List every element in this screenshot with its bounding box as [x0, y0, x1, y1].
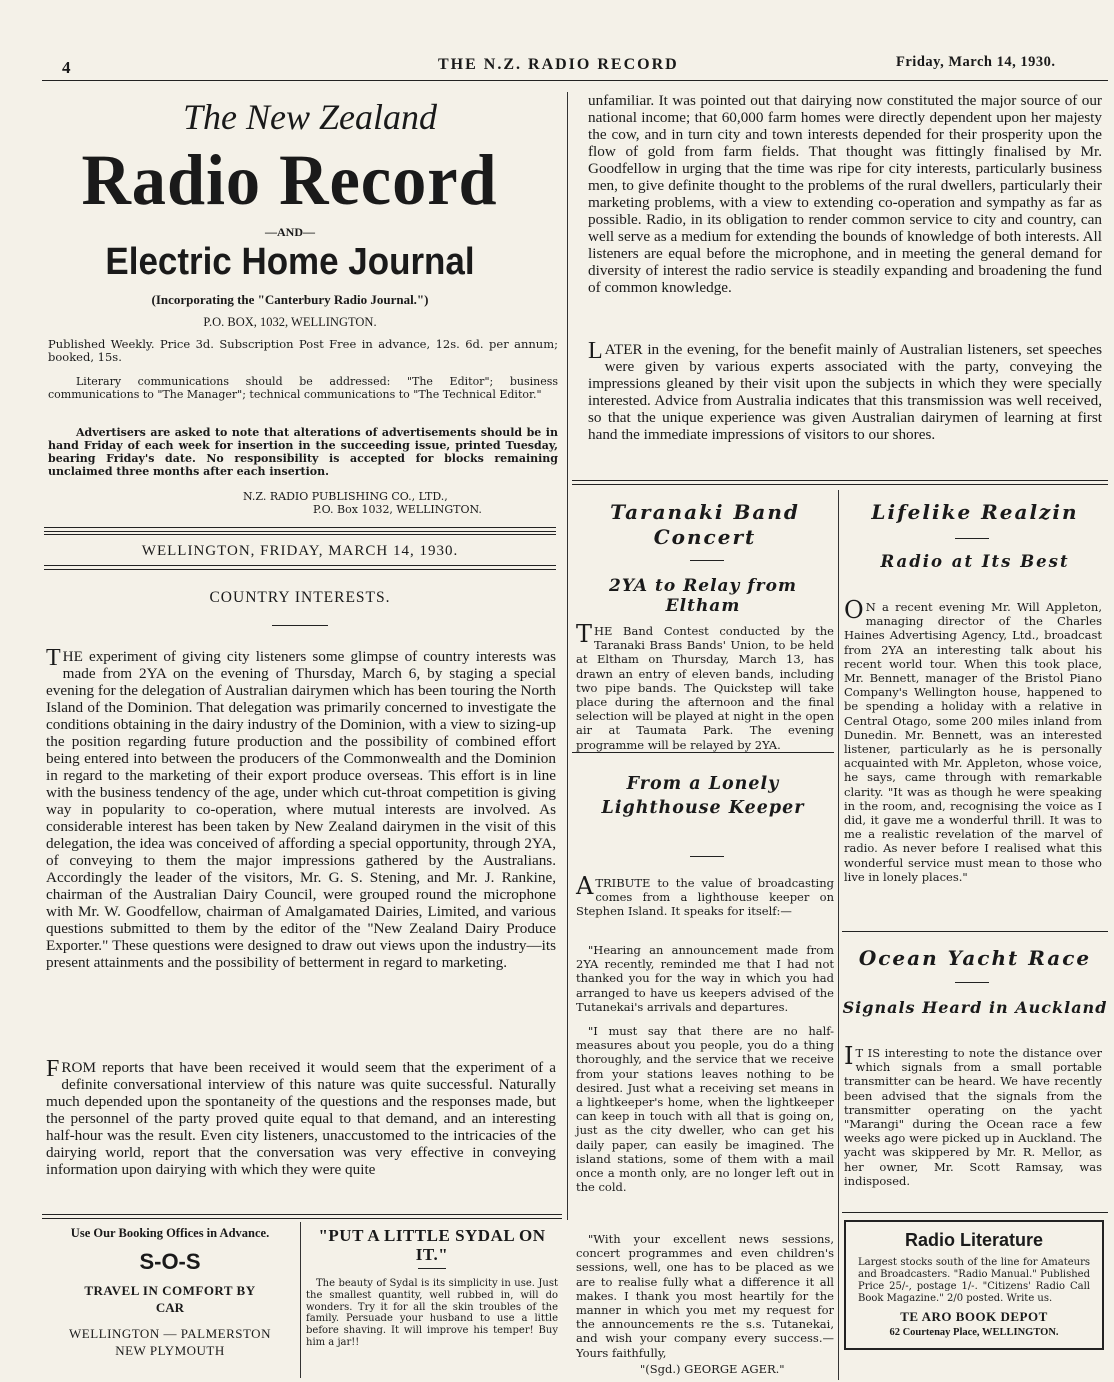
dateline: WELLINGTON, FRIDAY, MARCH 14, 1930. — [141, 543, 459, 559]
sos-route1: WELLINGTON — PALMERSTON — [69, 1326, 271, 1341]
drop-cap: O — [844, 596, 864, 624]
lifelike-text: O N a recent evening Mr. Will Appleton, managing director of the Charles Haines Advertising Agency, Ltd., broadcast from 2YA an interesting talk about his recent world tour. When this took place, Mr. Bennett, manager of the Bristol Piano Company's Wellington house, happened to be spending a holiday with a relative in Central Otago, some 200 miles inland from Dunedin. Mr. Bennett, was an interested listener, particularly as he is personally acquainted with Mr. Appleton, whose voice, he says, came through with remarkable clarity. "It was as though he were speaking in the room, and, recognising the voice as I did, it gave me a wonderful thrill. It was to me a realistic revelation of the marvel of radio. As never before I realised what this wonderful service must mean to those who live in lonely places." — [844, 596, 1102, 884]
sos-line1: TRAVEL IN COMFORT BY — [84, 1283, 256, 1298]
masthead-publisher: N.Z. RADIO PUBLISHING CO., LTD., — [243, 490, 448, 503]
lighthouse-title: From a Lonely Lighthouse Keeper — [601, 774, 805, 818]
masthead-published: Published Weekly. Price 3d. Subscription Post Free in advance, 12s. 6d. per annum; booked, 15s. — [48, 337, 558, 364]
editorial-paragraph-2: FROM reports that have been received it would seem that the experiment of a definite conversational interview of this nature was quite successful. Naturally much depended upon the spontaneity of the questions and the responses made, but the personnel of the party proved quite equal to that demand, and an interesting half-hour was the result. Even city listeners, unaccustomed to the intricacies of the dairying world, report that the conversation was very effective in conveying information upon dairying with which they were quite — [46, 1056, 556, 1178]
masthead-line1: The New Zealand — [182, 97, 437, 137]
sos-top: Use Our Booking Offices in Advance. — [70, 1226, 270, 1240]
sydal-ad — [306, 1222, 558, 1378]
masthead-subtitle: Electric Home Journal — [105, 241, 475, 283]
literature-title: Radio Literature — [904, 1230, 1044, 1250]
lighthouse-signature: "(Sgd.) GEORGE AGER." — [640, 1362, 785, 1376]
editorial-paragraph-3: unfamiliar. It was pointed out that dairying now constituted the major source of our national income; that 60,000 farm homes were directly dependent upon her majesty the cow, and in turn city and town interests depended for their prosperity upon the flow of gold from farm fields. That thought was fittingly finalised by Mr. Goodfellow in urging that the time was ripe for city interests, particularly business men, to give definite thought to the problems of the rural dwellers, particularly their marketing problems, with a view to extending co-operation and sympathy as far as possible. Radio, in its obligation to render common service to city and country, can well serve as a medium for extending the bounds of knowledge of both interests. All listeners are equal before the microphone, and in meeting the general demand for diversity of interest the radio service is steadily expanding and broadening the fund of common knowledge. — [588, 92, 1102, 296]
masthead-and: —AND— — [265, 225, 315, 239]
editorial-paragraph-4: LATER in the evening, for the benefit mainly of Australian listeners, set speeches were given by various experts associated with the party, conveying the impressions gleaned by their visit upon the subjects in which they were specially interested. Advice from Australia indicates that this transmission was well received, so that the unique experience was given Australian dairymen of learning at first hand the immediate impressions of visitors to our shores. — [588, 338, 1102, 443]
literature-address: 62 Courtenay Place, WELLINGTON. — [889, 1327, 1059, 1338]
taranaki-text: THE Band Contest conducted by the Taranaki Brass Bands' Union, to be held at Eltham on Thursday, March 13, has drawn an entry of eleven bands, including two pipe bands. The Quickstep will take place during the afternoon and the final selection will be played at night in the open air at Taumata Park. The evening programme will be relayed by 2YA. — [576, 620, 834, 752]
publication-header: THE N.Z. RADIO RECORD — [438, 56, 679, 73]
sos-line2: CAR — [155, 1300, 185, 1315]
masthead-literary: Literary communications should be addressed: "The Editor"; business communications to "The Manager"; technical communications to "The Technical Editor." — [48, 375, 558, 401]
yacht-text: I T IS interesting to note the distance over which signals from a small portable transmitter can be heard. We have recently been advised that the signals from the transmitter operating on the yacht "Marangi" during the Ocean race a few weeks ago were picked up in Auckland. The yacht was skippered by Mr. R. Mellor, as her owner, Mr. Scott Ramsay, was indisposed. — [844, 1042, 1102, 1188]
page-number: 4 — [62, 58, 73, 77]
sydal-text: The beauty of Sydal is its simplicity in use. Just the smallest quantity, well rubbed in, will do wonders. Try it for all the skin troubles of the family. Persuade your husband to use a little before shaving. It will improve his temper! Buy him a jar!! — [306, 1278, 558, 1348]
masthead-advertisers: Advertisers are asked to note that alterations of advertisements should be in hand Friday of each week for insertion in the succeeding issue, printed Tuesday, bearing Friday's date. No responsibility is accepted for blocks remaining unclaimed three months after each insertion. — [48, 426, 558, 478]
literature-ad — [844, 1220, 1104, 1350]
taranaki-subtitle: 2YA to Relay from Eltham — [609, 576, 797, 616]
literature-text: Largest stocks south of the line for Amateurs and Broadcasters. "Radio Manual." Published Price 25/-, postage 1/-. "Citizens' Radio Call Book Magazine." 2/0 posted. Write us. — [858, 1257, 1090, 1304]
sos-name: S-O-S — [139, 1249, 201, 1274]
masthead-incorporating: (Incorporating the "Canterbury Radio Journal.") — [151, 292, 429, 307]
issue-date: Friday, March 14, 1930. — [896, 54, 1056, 70]
yacht-title: Ocean Yacht Race — [858, 946, 1092, 970]
lighthouse-intro: ATRIBUTE to the value of broadcasting comes from a lighthouse keeper on Stephen Island. It speaks for itself:— — [576, 872, 834, 919]
drop-cap: F — [46, 1056, 60, 1082]
masthead-pobox: P.O. BOX, 1032, WELLINGTON. — [203, 315, 377, 329]
sos-route2: NEW PLYMOUTH — [115, 1343, 225, 1358]
editorial-title: COUNTRY INTERESTS. — [209, 589, 391, 606]
yacht-subtitle: Signals Heard in Auckland — [842, 998, 1108, 1017]
sos-ad — [42, 1222, 298, 1378]
sydal-headline: "PUT A LITTLE SYDAL ON IT." — [318, 1226, 546, 1264]
editorial-paragraph-1: THE experiment of giving city listeners some glimpse of country interests was made from 2YA on the evening of Thursday, March 6, by staging a special evening for the delegation of Australian dairymen which has been touring the North Island of the Dominion. That delegation was primarily concerned to investigate the conditions obtaining in the dairy industry of the Dominion, with a view to sizing-up the position regarding future production and the possibility of combined effort being entered into between the producers of the Commonwealth and the Dominion in regard to the marketing of their export produce overseas. This effort is in line with the business tendency of the age, under which cut-throat competition is giving way in popularity to co-operation, where mutual interests are involved. As considerable interest has been taken by New Zealand dairymen in the visit of this delegation, the idea was conceived of affording a special opportunity, through 2YA, of conveying to them the major impressions gathered by the Australians. Accordingly the leader of the visitors, Mr. G. S. Stening, and Mr. J. Rankine, chairman of the Australian Dairy Council, were grouped round the microphone with Mr. W. Goodfellow, chairman of Amalgamated Dairies, Limited, and various questions submitted to them by the editor of the "New Zealand Dairy Produce Exporter." These questions were designed to draw out views upon the industry—its present attainments and the possibility of betterment in regard to marketing. — [46, 645, 556, 971]
drop-cap: L — [588, 338, 603, 364]
lighthouse-paragraph-1: "Hearing an announcement made from 2YA recently, reminded me that I had not thanked you for the way in which you had arranged to have us keepers advised of the Tutanekai's arrivals and departures. — [576, 943, 834, 1014]
masthead-publisher-box: P.O. Box 1032, WELLINGTON. — [313, 503, 482, 516]
lifelike-title: Lifelike Realzin — [871, 500, 1079, 524]
drop-cap: T — [46, 645, 61, 671]
drop-cap: A — [576, 872, 594, 900]
drop-cap: T — [576, 620, 593, 648]
taranaki-title: Taranaki Band Concert — [610, 500, 800, 549]
lifelike-subtitle: Radio at Its Best — [880, 552, 1070, 571]
drop-cap: I — [844, 1042, 854, 1070]
lighthouse-paragraph-3: "With your excellent news sessions, concert programmes and even children's sessions, well, one has to be placed as we are to realise fully what a difference it all makes. I thank you most heartily for the manner in which you met my request for the announcements re the s.s. Tutanekai, and wish your company every success.—Yours faithfully, — [576, 1232, 834, 1360]
literature-shop: TE ARO BOOK DEPOT — [900, 1309, 1048, 1324]
masthead-title: Radio Record — [81, 140, 498, 220]
lighthouse-paragraph-2: "I must say that there are no half-measures about you people, you do a thing thoroughly, and the service that we receive from your stations leaves nothing to be desired. Just what a receiving set means in a lightkeeper's home, when the lightkeeper can keep in touch with all that is going on, just as the city dweller, who can get his daily paper, can easily be imagined. The island stations, some of them with a mail once a month only, are no longer left out in the cold. — [576, 1024, 834, 1195]
